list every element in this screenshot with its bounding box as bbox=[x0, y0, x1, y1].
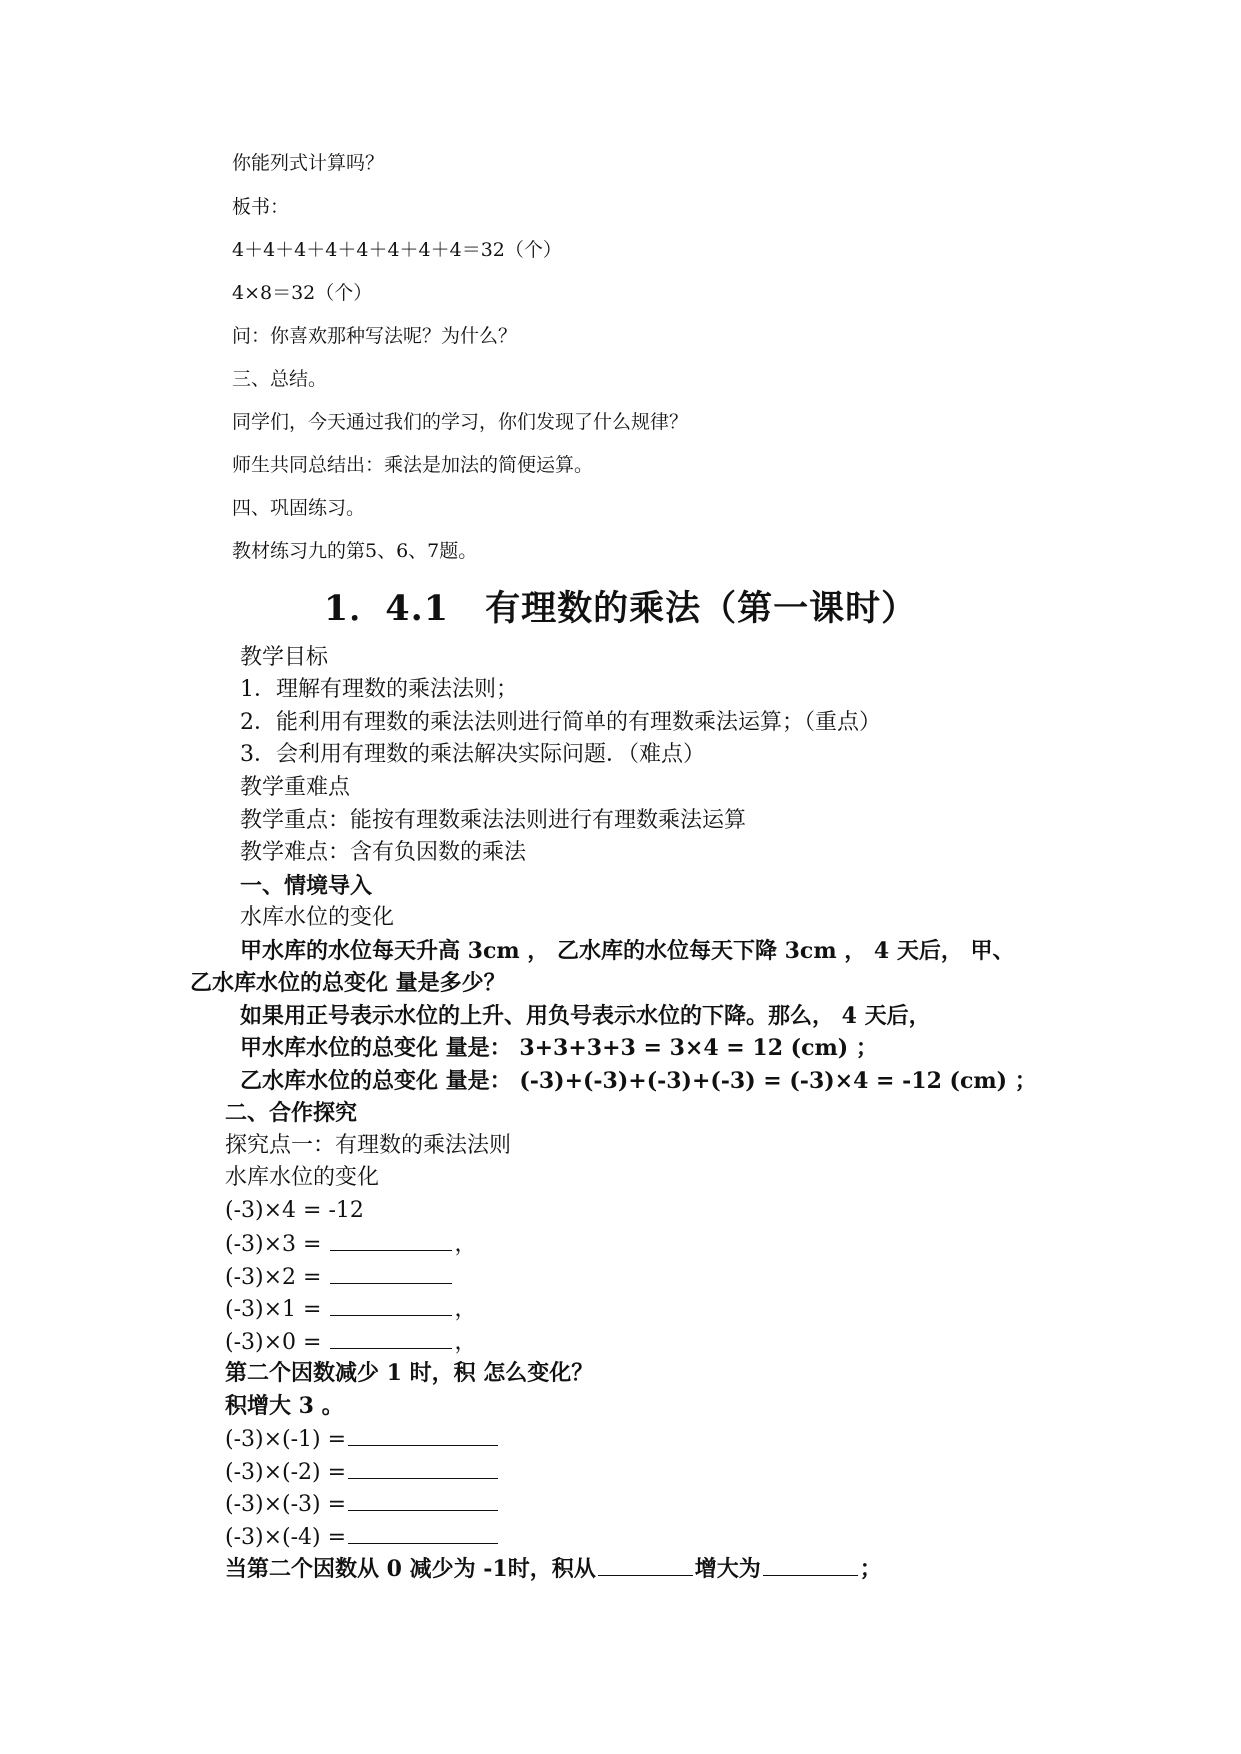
text-line: 你能列式计算吗？ bbox=[232, 152, 385, 174]
fill-blank-line bbox=[225, 1456, 500, 1488]
fill-blank-line bbox=[225, 1228, 476, 1260]
answer-blank[interactable] bbox=[330, 1326, 452, 1349]
answer-blank[interactable] bbox=[763, 1553, 858, 1576]
sentence-part: 增大为 bbox=[694, 1556, 761, 1582]
text-line: 板书： bbox=[232, 196, 290, 218]
lesson-title: 1．4.1 有理数的乘法（第一课时） bbox=[323, 588, 918, 629]
fill-blank-line bbox=[225, 1293, 476, 1325]
answer-blank[interactable] bbox=[598, 1553, 693, 1576]
intro-line: 如果用正号表示水位的上升、用负号表示水位的下降。那么， 4 天后， bbox=[240, 1003, 931, 1029]
equation-lhs: (-3)×0 = bbox=[225, 1330, 329, 1355]
equation-line: 乙水库水位的总变化 量是： (-3)+(-3)+(-3)+(-3) = (-3)×4 = -12 (cm) ； bbox=[240, 1068, 1037, 1094]
problem-line: 乙水库水位的总变化 量是多少？ bbox=[190, 970, 506, 996]
text-line: 师生共同总结出：乘法是加法的简便运算。 bbox=[232, 454, 594, 476]
equation-tail: ， bbox=[454, 1330, 477, 1355]
fill-blank-line bbox=[225, 1423, 500, 1455]
answer-blank[interactable] bbox=[330, 1261, 452, 1284]
section-heading: 三、总结。 bbox=[232, 368, 328, 390]
goal-item: 2．能利用有理数的乘法法则进行简单的有理数乘法运算；（重点） bbox=[240, 710, 881, 735]
answer-line: 积增大 3 。 bbox=[225, 1393, 344, 1419]
difficulty-line: 教学难点：含有负因数的乘法 bbox=[240, 840, 527, 865]
sentence-part: 当第二个因数从 0 减少为 -1时，积从 bbox=[225, 1556, 596, 1582]
equation-line: (-3)×4 = -12 bbox=[225, 1198, 364, 1223]
equation-lhs: (-3)×(-3) = bbox=[225, 1492, 347, 1517]
subheading: 探究点一：有理数的乘法法则 bbox=[225, 1133, 512, 1158]
answer-blank[interactable] bbox=[348, 1423, 498, 1446]
equation-lhs: (-3)×(-1) = bbox=[225, 1427, 347, 1452]
answer-blank[interactable] bbox=[348, 1488, 498, 1511]
equation-line: 甲水库水位的总变化 量是： 3+3+3+3 = 3×4 = 12 (cm) ； bbox=[240, 1035, 878, 1061]
subheading: 水库水位的变化 bbox=[225, 1165, 380, 1190]
equation-lhs: (-3)×1 = bbox=[225, 1297, 329, 1322]
goals-heading: 教学目标 bbox=[240, 645, 329, 670]
fill-blank-line bbox=[225, 1326, 476, 1358]
equation-tail: ， bbox=[454, 1232, 477, 1257]
fill-blank-line bbox=[225, 1553, 882, 1584]
equation-lhs: (-3)×3 = bbox=[225, 1232, 329, 1257]
fill-blank-line bbox=[225, 1488, 500, 1520]
sentence-part: ； bbox=[859, 1556, 882, 1582]
answer-blank[interactable] bbox=[330, 1293, 452, 1316]
section-heading: 二、合作探究 bbox=[225, 1100, 358, 1126]
equation-lhs: (-3)×(-2) = bbox=[225, 1460, 347, 1485]
keypoints-heading: 教学重难点 bbox=[240, 775, 351, 800]
equation-line: 4×8＝32（个） bbox=[232, 282, 373, 304]
answer-blank[interactable] bbox=[348, 1456, 498, 1479]
equation-lhs: (-3)×(-4) = bbox=[225, 1525, 347, 1550]
goal-item: 3．会利用有理数的乘法解决实际问题．（难点） bbox=[240, 742, 705, 767]
fill-blank-line bbox=[225, 1521, 500, 1553]
question-line: 第二个因数减少 1 时，积 怎么变化？ bbox=[225, 1360, 594, 1386]
answer-blank[interactable] bbox=[348, 1521, 498, 1544]
problem-line: 甲水库的水位每天升高 3cm ， 乙水库的水位每天下降 3cm ， 4 天后， 甲、 bbox=[240, 938, 1015, 964]
fill-blank-line bbox=[225, 1261, 454, 1293]
text-line: 教材练习九的第5、6、7题。 bbox=[232, 540, 478, 562]
equation-line: 4＋4＋4＋4＋4＋4＋4＋4＝32（个） bbox=[232, 239, 562, 261]
text-line: 同学们，今天通过我们的学习，你们发现了什么规律？ bbox=[232, 411, 689, 433]
answer-blank[interactable] bbox=[330, 1228, 452, 1251]
equation-lhs: (-3)×2 = bbox=[225, 1265, 329, 1290]
section-heading: 四、巩固练习。 bbox=[232, 497, 366, 519]
focus-line: 教学重点：能按有理数乘法法则进行有理数乘法运算 bbox=[240, 808, 747, 833]
goal-item: 1．理解有理数的乘法法则； bbox=[240, 677, 518, 702]
section-heading: 一、情境导入 bbox=[240, 873, 373, 899]
equation-tail: ， bbox=[454, 1297, 477, 1322]
text-line: 问：你喜欢那种写法呢？为什么？ bbox=[232, 325, 518, 347]
subheading: 水库水位的变化 bbox=[240, 905, 395, 930]
